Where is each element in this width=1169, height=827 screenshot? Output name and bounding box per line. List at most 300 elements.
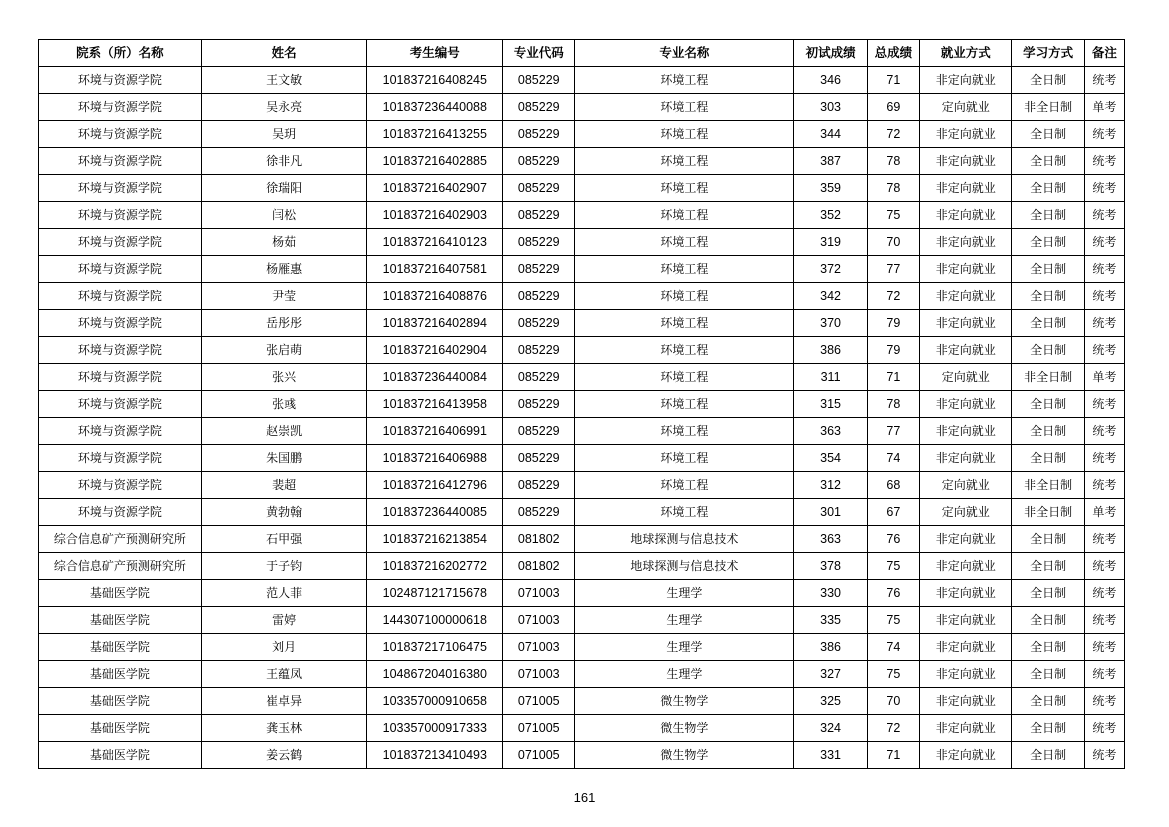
header-name: 姓名	[201, 40, 367, 67]
initial-score-cell: 301	[794, 499, 867, 526]
major-code-cell: 085229	[503, 229, 575, 256]
name-cell: 杨雁惠	[201, 256, 367, 283]
admissions-table	[38, 39, 1125, 769]
major-code-cell: 071003	[503, 580, 575, 607]
table-row	[39, 391, 1125, 418]
table-row	[39, 94, 1125, 121]
candidate-id-cell: 101837216406988	[367, 445, 503, 472]
major-code-cell: 085229	[503, 310, 575, 337]
employment-type-cell: 非定向就业	[919, 715, 1011, 742]
study-mode-cell: 全日制	[1012, 229, 1084, 256]
table-row	[39, 67, 1125, 94]
table-row	[39, 661, 1125, 688]
table-row	[39, 121, 1125, 148]
remarks-cell: 统考	[1084, 526, 1124, 553]
table-row	[39, 472, 1125, 499]
name-cell: 赵崇凯	[201, 418, 367, 445]
department-cell: 基础医学院	[39, 634, 202, 661]
major-code-cell: 085229	[503, 67, 575, 94]
candidate-id-cell: 101837216202772	[367, 553, 503, 580]
major-name-cell: 环境工程	[575, 148, 794, 175]
total-score-cell: 74	[867, 445, 919, 472]
study-mode-cell: 全日制	[1012, 742, 1084, 769]
employment-type-cell: 非定向就业	[919, 67, 1011, 94]
remarks-cell: 统考	[1084, 148, 1124, 175]
major-code-cell: 071003	[503, 607, 575, 634]
header-employment-type: 就业方式	[919, 40, 1011, 67]
total-score-cell: 72	[867, 715, 919, 742]
study-mode-cell: 全日制	[1012, 445, 1084, 472]
header-major-name: 专业名称	[575, 40, 794, 67]
table-body	[39, 67, 1125, 769]
name-cell: 黄勃翰	[201, 499, 367, 526]
name-cell: 尹莹	[201, 283, 367, 310]
candidate-id-cell: 102487121715678	[367, 580, 503, 607]
department-cell: 环境与资源学院	[39, 418, 202, 445]
department-cell: 环境与资源学院	[39, 283, 202, 310]
table-row	[39, 715, 1125, 742]
initial-score-cell: 325	[794, 688, 867, 715]
remarks-cell: 统考	[1084, 445, 1124, 472]
study-mode-cell: 全日制	[1012, 310, 1084, 337]
initial-score-cell: 372	[794, 256, 867, 283]
initial-score-cell: 363	[794, 418, 867, 445]
department-cell: 环境与资源学院	[39, 175, 202, 202]
study-mode-cell: 全日制	[1012, 526, 1084, 553]
name-cell: 于子钧	[201, 553, 367, 580]
initial-score-cell: 363	[794, 526, 867, 553]
initial-score-cell: 327	[794, 661, 867, 688]
name-cell: 王文敏	[201, 67, 367, 94]
employment-type-cell: 非定向就业	[919, 202, 1011, 229]
remarks-cell: 统考	[1084, 715, 1124, 742]
total-score-cell: 78	[867, 175, 919, 202]
major-name-cell: 生理学	[575, 580, 794, 607]
candidate-id-cell: 101837216412796	[367, 472, 503, 499]
major-code-cell: 085229	[503, 121, 575, 148]
header-candidate-id: 考生编号	[367, 40, 503, 67]
initial-score-cell: 359	[794, 175, 867, 202]
candidate-id-cell: 101837216213854	[367, 526, 503, 553]
study-mode-cell: 全日制	[1012, 634, 1084, 661]
major-name-cell: 环境工程	[575, 364, 794, 391]
major-code-cell: 085229	[503, 283, 575, 310]
remarks-cell: 统考	[1084, 337, 1124, 364]
candidate-id-cell: 144307100000618	[367, 607, 503, 634]
total-score-cell: 77	[867, 256, 919, 283]
name-cell: 姜云鹤	[201, 742, 367, 769]
remarks-cell: 统考	[1084, 688, 1124, 715]
initial-score-cell: 335	[794, 607, 867, 634]
employment-type-cell: 非定向就业	[919, 634, 1011, 661]
study-mode-cell: 全日制	[1012, 715, 1084, 742]
department-cell: 基础医学院	[39, 688, 202, 715]
total-score-cell: 67	[867, 499, 919, 526]
total-score-cell: 74	[867, 634, 919, 661]
major-name-cell: 微生物学	[575, 715, 794, 742]
candidate-id-cell: 101837216402885	[367, 148, 503, 175]
candidate-id-cell: 101837216413958	[367, 391, 503, 418]
initial-score-cell: 331	[794, 742, 867, 769]
department-cell: 基础医学院	[39, 715, 202, 742]
name-cell: 徐非凡	[201, 148, 367, 175]
initial-score-cell: 352	[794, 202, 867, 229]
total-score-cell: 79	[867, 337, 919, 364]
remarks-cell: 统考	[1084, 607, 1124, 634]
major-name-cell: 环境工程	[575, 94, 794, 121]
major-name-cell: 环境工程	[575, 310, 794, 337]
candidate-id-cell: 104867204016380	[367, 661, 503, 688]
candidate-id-cell: 101837216402894	[367, 310, 503, 337]
major-name-cell: 环境工程	[575, 472, 794, 499]
employment-type-cell: 非定向就业	[919, 175, 1011, 202]
table-row	[39, 418, 1125, 445]
candidate-id-cell: 103357000917333	[367, 715, 503, 742]
candidate-id-cell: 101837236440084	[367, 364, 503, 391]
total-score-cell: 68	[867, 472, 919, 499]
employment-type-cell: 非定向就业	[919, 553, 1011, 580]
study-mode-cell: 全日制	[1012, 688, 1084, 715]
remarks-cell: 单考	[1084, 499, 1124, 526]
total-score-cell: 71	[867, 67, 919, 94]
header-initial-score: 初试成绩	[794, 40, 867, 67]
study-mode-cell: 全日制	[1012, 580, 1084, 607]
major-code-cell: 085229	[503, 337, 575, 364]
department-cell: 环境与资源学院	[39, 148, 202, 175]
major-code-cell: 071005	[503, 715, 575, 742]
major-code-cell: 085229	[503, 472, 575, 499]
candidate-id-cell: 103357000910658	[367, 688, 503, 715]
header-remarks: 备注	[1084, 40, 1124, 67]
major-code-cell: 085229	[503, 445, 575, 472]
major-code-cell: 071005	[503, 688, 575, 715]
total-score-cell: 75	[867, 202, 919, 229]
department-cell: 环境与资源学院	[39, 499, 202, 526]
total-score-cell: 70	[867, 688, 919, 715]
study-mode-cell: 非全日制	[1012, 364, 1084, 391]
table-row	[39, 499, 1125, 526]
department-cell: 环境与资源学院	[39, 391, 202, 418]
table-row	[39, 175, 1125, 202]
candidate-id-cell: 101837236440088	[367, 94, 503, 121]
name-cell: 崔卓异	[201, 688, 367, 715]
name-cell: 杨茹	[201, 229, 367, 256]
remarks-cell: 单考	[1084, 94, 1124, 121]
total-score-cell: 79	[867, 310, 919, 337]
department-cell: 环境与资源学院	[39, 121, 202, 148]
remarks-cell: 统考	[1084, 202, 1124, 229]
department-cell: 基础医学院	[39, 607, 202, 634]
major-name-cell: 生理学	[575, 661, 794, 688]
major-code-cell: 085229	[503, 364, 575, 391]
remarks-cell: 统考	[1084, 310, 1124, 337]
major-code-cell: 085229	[503, 202, 575, 229]
initial-score-cell: 324	[794, 715, 867, 742]
study-mode-cell: 非全日制	[1012, 94, 1084, 121]
name-cell: 石甲强	[201, 526, 367, 553]
study-mode-cell: 全日制	[1012, 148, 1084, 175]
total-score-cell: 75	[867, 607, 919, 634]
candidate-id-cell: 101837216408245	[367, 67, 503, 94]
remarks-cell: 单考	[1084, 364, 1124, 391]
major-name-cell: 环境工程	[575, 67, 794, 94]
name-cell: 徐瑞阳	[201, 175, 367, 202]
table-row	[39, 580, 1125, 607]
initial-score-cell: 311	[794, 364, 867, 391]
major-code-cell: 085229	[503, 175, 575, 202]
major-code-cell: 085229	[503, 94, 575, 121]
department-cell: 环境与资源学院	[39, 67, 202, 94]
table-row	[39, 310, 1125, 337]
department-cell: 环境与资源学院	[39, 445, 202, 472]
major-code-cell: 085229	[503, 148, 575, 175]
major-name-cell: 环境工程	[575, 229, 794, 256]
major-code-cell: 085229	[503, 391, 575, 418]
table-row	[39, 526, 1125, 553]
table-row	[39, 283, 1125, 310]
major-code-cell: 071003	[503, 634, 575, 661]
remarks-cell: 统考	[1084, 742, 1124, 769]
study-mode-cell: 非全日制	[1012, 499, 1084, 526]
department-cell: 综合信息矿产预测研究所	[39, 553, 202, 580]
study-mode-cell: 全日制	[1012, 202, 1084, 229]
major-code-cell: 071003	[503, 661, 575, 688]
remarks-cell: 统考	[1084, 67, 1124, 94]
initial-score-cell: 370	[794, 310, 867, 337]
name-cell: 朱国鹏	[201, 445, 367, 472]
study-mode-cell: 全日制	[1012, 607, 1084, 634]
initial-score-cell: 386	[794, 337, 867, 364]
initial-score-cell: 342	[794, 283, 867, 310]
major-name-cell: 地球探测与信息技术	[575, 526, 794, 553]
table-row	[39, 229, 1125, 256]
major-name-cell: 微生物学	[575, 742, 794, 769]
table-row	[39, 256, 1125, 283]
total-score-cell: 75	[867, 661, 919, 688]
study-mode-cell: 全日制	[1012, 121, 1084, 148]
study-mode-cell: 全日制	[1012, 553, 1084, 580]
total-score-cell: 69	[867, 94, 919, 121]
initial-score-cell: 319	[794, 229, 867, 256]
table-row	[39, 742, 1125, 769]
remarks-cell: 统考	[1084, 175, 1124, 202]
employment-type-cell: 非定向就业	[919, 391, 1011, 418]
candidate-id-cell: 101837216408876	[367, 283, 503, 310]
major-code-cell: 081802	[503, 526, 575, 553]
major-name-cell: 环境工程	[575, 337, 794, 364]
major-name-cell: 生理学	[575, 634, 794, 661]
employment-type-cell: 非定向就业	[919, 607, 1011, 634]
department-cell: 基础医学院	[39, 580, 202, 607]
major-name-cell: 生理学	[575, 607, 794, 634]
employment-type-cell: 非定向就业	[919, 337, 1011, 364]
total-score-cell: 71	[867, 742, 919, 769]
major-name-cell: 微生物学	[575, 688, 794, 715]
department-cell: 环境与资源学院	[39, 364, 202, 391]
employment-type-cell: 非定向就业	[919, 229, 1011, 256]
initial-score-cell: 346	[794, 67, 867, 94]
total-score-cell: 76	[867, 580, 919, 607]
major-name-cell: 地球探测与信息技术	[575, 553, 794, 580]
table-row	[39, 148, 1125, 175]
table-row	[39, 202, 1125, 229]
name-cell: 吴永亮	[201, 94, 367, 121]
table-row	[39, 607, 1125, 634]
table-row	[39, 445, 1125, 472]
employment-type-cell: 定向就业	[919, 472, 1011, 499]
name-cell: 裴超	[201, 472, 367, 499]
candidate-id-cell: 101837216413255	[367, 121, 503, 148]
candidate-id-cell: 101837213410493	[367, 742, 503, 769]
initial-score-cell: 315	[794, 391, 867, 418]
name-cell: 张启萌	[201, 337, 367, 364]
remarks-cell: 统考	[1084, 553, 1124, 580]
total-score-cell: 76	[867, 526, 919, 553]
department-cell: 环境与资源学院	[39, 337, 202, 364]
page-number: 161	[573, 790, 596, 805]
employment-type-cell: 非定向就业	[919, 418, 1011, 445]
header-study-mode: 学习方式	[1012, 40, 1084, 67]
department-cell: 基础医学院	[39, 742, 202, 769]
major-name-cell: 环境工程	[575, 256, 794, 283]
department-cell: 环境与资源学院	[39, 256, 202, 283]
candidate-id-cell: 101837216406991	[367, 418, 503, 445]
name-cell: 刘月	[201, 634, 367, 661]
study-mode-cell: 非全日制	[1012, 472, 1084, 499]
total-score-cell: 75	[867, 553, 919, 580]
candidate-id-cell: 101837216402903	[367, 202, 503, 229]
remarks-cell: 统考	[1084, 418, 1124, 445]
remarks-cell: 统考	[1084, 661, 1124, 688]
department-cell: 环境与资源学院	[39, 229, 202, 256]
header-total-score: 总成绩	[867, 40, 919, 67]
candidate-id-cell: 101837236440085	[367, 499, 503, 526]
study-mode-cell: 全日制	[1012, 283, 1084, 310]
employment-type-cell: 定向就业	[919, 94, 1011, 121]
total-score-cell: 78	[867, 391, 919, 418]
study-mode-cell: 全日制	[1012, 175, 1084, 202]
employment-type-cell: 非定向就业	[919, 742, 1011, 769]
initial-score-cell: 312	[794, 472, 867, 499]
name-cell: 闫松	[201, 202, 367, 229]
remarks-cell: 统考	[1084, 283, 1124, 310]
name-cell: 王蕴凤	[201, 661, 367, 688]
remarks-cell: 统考	[1084, 580, 1124, 607]
study-mode-cell: 全日制	[1012, 661, 1084, 688]
total-score-cell: 78	[867, 148, 919, 175]
study-mode-cell: 全日制	[1012, 337, 1084, 364]
initial-score-cell: 330	[794, 580, 867, 607]
initial-score-cell: 386	[794, 634, 867, 661]
initial-score-cell: 378	[794, 553, 867, 580]
employment-type-cell: 非定向就业	[919, 256, 1011, 283]
major-code-cell: 085229	[503, 418, 575, 445]
remarks-cell: 统考	[1084, 472, 1124, 499]
candidate-id-cell: 101837216410123	[367, 229, 503, 256]
department-cell: 环境与资源学院	[39, 310, 202, 337]
employment-type-cell: 定向就业	[919, 364, 1011, 391]
employment-type-cell: 非定向就业	[919, 310, 1011, 337]
initial-score-cell: 387	[794, 148, 867, 175]
study-mode-cell: 全日制	[1012, 67, 1084, 94]
initial-score-cell: 303	[794, 94, 867, 121]
name-cell: 龚玉林	[201, 715, 367, 742]
name-cell: 范人菲	[201, 580, 367, 607]
total-score-cell: 70	[867, 229, 919, 256]
name-cell: 雷婷	[201, 607, 367, 634]
remarks-cell: 统考	[1084, 256, 1124, 283]
major-name-cell: 环境工程	[575, 499, 794, 526]
major-name-cell: 环境工程	[575, 175, 794, 202]
candidate-id-cell: 101837216402907	[367, 175, 503, 202]
major-code-cell: 071005	[503, 742, 575, 769]
total-score-cell: 71	[867, 364, 919, 391]
name-cell: 张彧	[201, 391, 367, 418]
remarks-cell: 统考	[1084, 121, 1124, 148]
table-row	[39, 688, 1125, 715]
major-name-cell: 环境工程	[575, 418, 794, 445]
total-score-cell: 72	[867, 121, 919, 148]
employment-type-cell: 非定向就业	[919, 121, 1011, 148]
major-name-cell: 环境工程	[575, 445, 794, 472]
major-code-cell: 081802	[503, 553, 575, 580]
name-cell: 岳彤彤	[201, 310, 367, 337]
employment-type-cell: 非定向就业	[919, 661, 1011, 688]
name-cell: 吴玥	[201, 121, 367, 148]
table-row	[39, 553, 1125, 580]
name-cell: 张兴	[201, 364, 367, 391]
remarks-cell: 统考	[1084, 391, 1124, 418]
major-code-cell: 085229	[503, 256, 575, 283]
table-row	[39, 364, 1125, 391]
major-code-cell: 085229	[503, 499, 575, 526]
initial-score-cell: 344	[794, 121, 867, 148]
table-row	[39, 337, 1125, 364]
employment-type-cell: 定向就业	[919, 499, 1011, 526]
header-major-code: 专业代码	[503, 40, 575, 67]
employment-type-cell: 非定向就业	[919, 526, 1011, 553]
employment-type-cell: 非定向就业	[919, 283, 1011, 310]
remarks-cell: 统考	[1084, 634, 1124, 661]
department-cell: 环境与资源学院	[39, 472, 202, 499]
department-cell: 综合信息矿产预测研究所	[39, 526, 202, 553]
table-row	[39, 634, 1125, 661]
employment-type-cell: 非定向就业	[919, 445, 1011, 472]
department-cell: 基础医学院	[39, 661, 202, 688]
employment-type-cell: 非定向就业	[919, 688, 1011, 715]
department-cell: 环境与资源学院	[39, 202, 202, 229]
candidate-id-cell: 101837216407581	[367, 256, 503, 283]
total-score-cell: 77	[867, 418, 919, 445]
major-name-cell: 环境工程	[575, 202, 794, 229]
study-mode-cell: 全日制	[1012, 256, 1084, 283]
remarks-cell: 统考	[1084, 229, 1124, 256]
initial-score-cell: 354	[794, 445, 867, 472]
employment-type-cell: 非定向就业	[919, 148, 1011, 175]
candidate-id-cell: 101837217106475	[367, 634, 503, 661]
department-cell: 环境与资源学院	[39, 94, 202, 121]
study-mode-cell: 全日制	[1012, 391, 1084, 418]
major-name-cell: 环境工程	[575, 283, 794, 310]
candidate-id-cell: 101837216402904	[367, 337, 503, 364]
header-department: 院系（所）名称	[39, 40, 202, 67]
major-name-cell: 环境工程	[575, 391, 794, 418]
study-mode-cell: 全日制	[1012, 418, 1084, 445]
major-name-cell: 环境工程	[575, 121, 794, 148]
table-header-row	[39, 40, 1125, 67]
employment-type-cell: 非定向就业	[919, 580, 1011, 607]
total-score-cell: 72	[867, 283, 919, 310]
